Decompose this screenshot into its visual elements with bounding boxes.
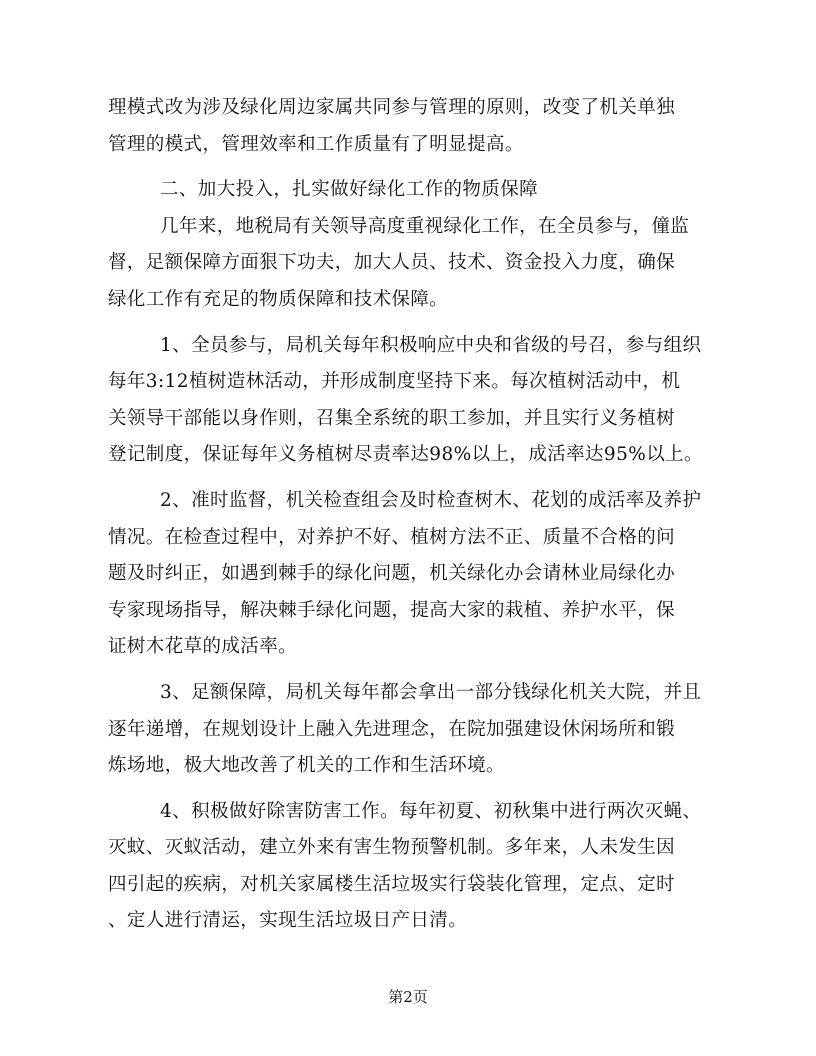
text-line: 3、足额保障，局机关每年都会拿出一部分钱绿化机关大院，并且 — [160, 681, 702, 703]
text-line: 4、积极做好除害防害工作。每年初夏、初秋集中进行两次灭蝇、 — [160, 800, 702, 822]
paragraph-gap — [108, 666, 708, 675]
text-line: 督，足额保障方面狠下功夫，加大人员、技术、资金投入力度，确保 — [108, 252, 676, 274]
text-line: 四引起的疾病，对机关家属楼生活垃圾实行袋装化管理，定点、定时 — [108, 873, 676, 895]
text-line: 几年来，地税局有关领导高度重视绿化工作，在全员参与，僮监 — [160, 215, 690, 237]
paragraph-gap — [108, 474, 708, 483]
text-line: 、定人进行清运，实现生活垃圾日产日清。 — [108, 910, 468, 932]
text-line: 炼场地，极大地改善了机关的工作和生活环境。 — [108, 755, 505, 777]
text-line: 灭蚊、灭蚁活动，建立外来有害生物预警机制。多年来，人未发生因 — [108, 837, 676, 859]
text-line: 管理的模式，管理效率和工作质量有了明显提高。 — [108, 133, 524, 155]
paragraph-gap — [108, 319, 708, 328]
text-line: 情况。在检查过程中，对养护不好、植树方法不正、质量不合格的问 — [108, 526, 676, 548]
text-line: 专家现场指导，解决棘手绿化问题，提高大家的栽植、养护水平，保 — [108, 599, 676, 621]
document-body — [108, 90, 708, 940]
paragraph-gap — [108, 163, 708, 172]
text-line: 证树木花草的成活率。 — [108, 636, 298, 658]
text-line: 1、全员参与，局机关每年积极响应中央和省级的号召，参与组织 — [160, 334, 702, 356]
text-line: 绿化工作有充足的物质保障和技术保障。 — [108, 288, 449, 310]
paragraph-gap — [108, 785, 708, 794]
text-line: 理模式改为涉及绿化周边家属共同参与管理的原则，改变了机关单独 — [108, 97, 676, 118]
section-heading: 二、加大投入，扎实做好绿化工作的物质保障 — [160, 179, 539, 201]
text-line: 2、准时监督，机关检查组会及时检查树木、花划的成活率及养护 — [160, 489, 702, 511]
page-number: 第2页 — [388, 988, 428, 1006]
text-line: 登记制度，保证每年义务植树尽责率达98%以上，成活率达95%以上。 — [108, 444, 703, 466]
text-line: 逐年递增，在规划设计上融入先进理念，在院加强建设休闲场所和锻 — [108, 718, 676, 740]
text-line: 每年3:12植树造林活动，并形成制度坚持下来。每次植树活动中，机 — [108, 371, 681, 393]
text-line: 关领导干部能以身作则，召集全系统的职工参加，并且实行义务植树 — [108, 407, 676, 429]
text-line: 题及时纠正，如遇到棘手的绿化问题，机关绿化办会请林业局绿化办 — [108, 563, 676, 585]
